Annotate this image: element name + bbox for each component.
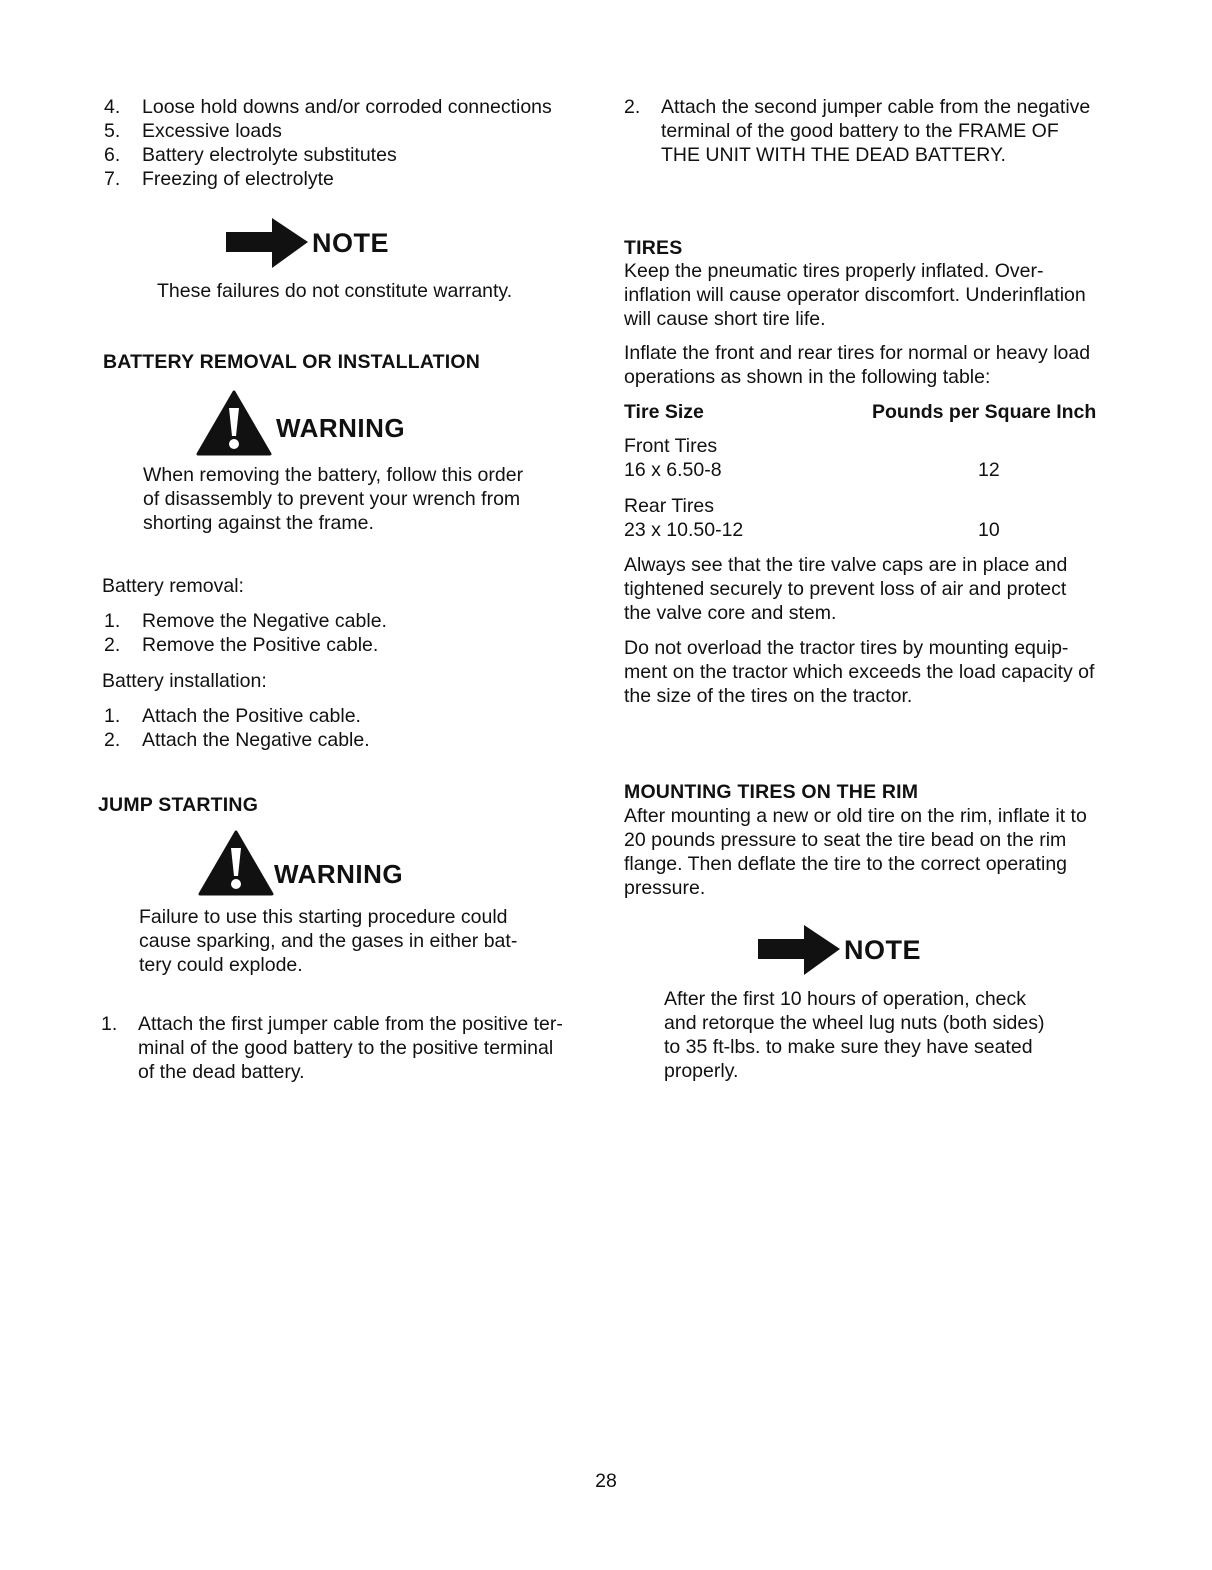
table-row: Rear Tires 23 x 10.50-12 10 xyxy=(624,495,1000,541)
list-item: 1. Remove the Negative cable. xyxy=(104,610,387,632)
section-heading: MOUNTING TIRES ON THE RIM xyxy=(624,781,919,803)
failure-list xyxy=(104,95,552,191)
list-item: 1. Attach the Positive cable. xyxy=(104,705,361,727)
tires-paragraph: Keep the pneumatic tires properly inflated. Over- inflation will cause operator discomfort. Underinflation will cause short tire life. xyxy=(624,260,1086,330)
tires-paragraph: Always see that the tire valve caps are in place and tightened securely to prevent loss of air and protect the valve core and stem. xyxy=(624,554,1068,624)
warning-label: WARNING xyxy=(274,859,404,889)
note-block xyxy=(758,925,921,975)
warning-block xyxy=(196,390,405,456)
tire-table xyxy=(624,400,1114,554)
warning-triangle-icon xyxy=(196,390,272,456)
installation-steps xyxy=(104,704,370,752)
list-item: 5. Excessive loads xyxy=(104,120,282,142)
list-item: 4. Loose hold downs and/or corroded connections xyxy=(104,96,552,118)
removal-steps xyxy=(104,609,387,657)
table-header xyxy=(624,400,1114,434)
jump-step-1: 1. Attach the first jumper cable from the positive ter- minal of the good battery to the positive terminal of the dead battery. xyxy=(101,1013,563,1083)
list-item: 2. Remove the Positive cable. xyxy=(104,634,379,656)
warning-label: WARNING xyxy=(276,413,406,443)
note-label: NOTE xyxy=(844,935,922,965)
tires-paragraph: Do not overload the tractor tires by mounting equip- ment on the tractor which exceeds the load capacity of the size of the tires on the tractor. xyxy=(624,637,1095,707)
removal-label: Battery removal: xyxy=(102,575,244,597)
warning-block xyxy=(198,830,403,896)
section-heading: BATTERY REMOVAL OR INSTALLATION xyxy=(103,351,481,373)
column-header: Tire Size xyxy=(624,401,704,423)
page-number: 28 xyxy=(595,1470,617,1492)
warning-text: When removing the battery, follow this order of disassembly to prevent your wrench from shorting against the frame. xyxy=(143,464,524,534)
warning-text: Failure to use this starting procedure could cause sparking, and the gases in either bat- tery could explode. xyxy=(139,906,518,976)
tires-paragraph: Inflate the front and rear tires for normal or heavy load operations as shown in the following table: xyxy=(624,342,1091,388)
list-item: 6. Battery electrolyte substitutes xyxy=(104,144,397,166)
note-text: These failures do not constitute warranty. xyxy=(157,280,513,302)
installation-label: Battery installation: xyxy=(102,670,267,692)
section-heading: JUMP STARTING xyxy=(98,794,259,816)
arrow-icon xyxy=(226,218,308,268)
warning-triangle-icon xyxy=(198,830,274,896)
list-item: 7. Freezing of electrolyte xyxy=(104,168,334,190)
list-item: 2. Attach the Negative cable. xyxy=(104,729,370,751)
column-header: Pounds per Square Inch xyxy=(872,401,1097,423)
arrow-icon xyxy=(758,925,840,975)
jump-step-2: 2. Attach the second jumper cable from the negative terminal of the good battery to the FRAME OF THE UNIT WITH THE DEAD BATTERY. xyxy=(624,96,1091,166)
rim-paragraph: After mounting a new or old tire on the rim, inflate it to 20 pounds pressure to seat the tire bead on the rim flange. Then deflate the tire to the correct operating pressure. xyxy=(624,805,1087,899)
section-heading: TIRES xyxy=(624,237,683,259)
note-text: After the first 10 hours of operation, check and retorque the wheel lug nuts (both sides) to 35 ft-lbs. to make sure they have seated properly. xyxy=(664,988,1045,1082)
table-row: Front Tires 16 x 6.50-8 12 xyxy=(624,435,1000,481)
note-label: NOTE xyxy=(312,228,390,258)
note-block xyxy=(226,218,389,268)
